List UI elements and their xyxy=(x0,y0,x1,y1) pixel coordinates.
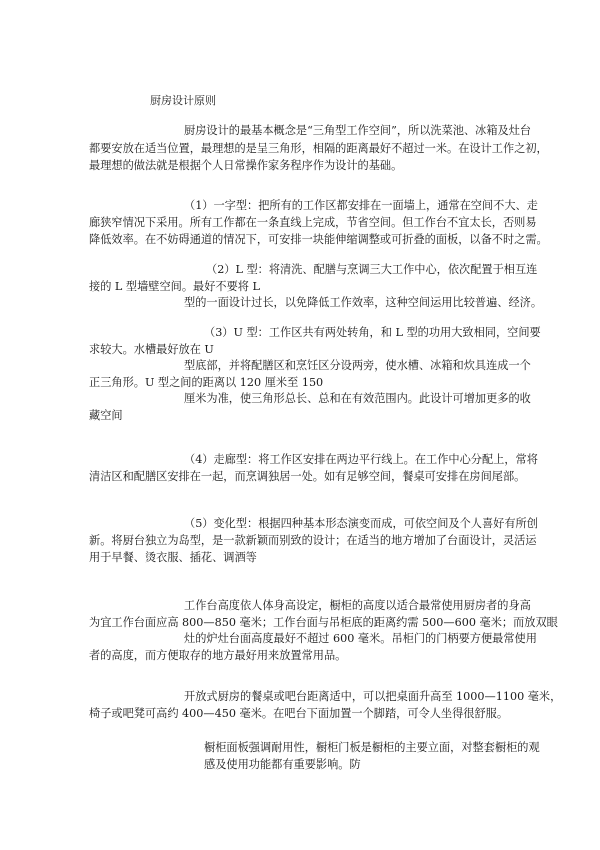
text-line: （1）一字型：把所有的工作区都安排在一面墙上，通常在空间不大、走 xyxy=(184,199,538,212)
text-line: 开放式厨房的餐桌或吧台距离适中，可以把桌面升高至 1000—1100 毫米， xyxy=(184,690,562,703)
text-line: （2）L 型：将清洗、配膳与烹调三大工作中心，依次配置于相互连 xyxy=(206,263,538,276)
text-line: 最理想的做法就是根据个人日常操作家务程序作为设计的基础。 xyxy=(89,159,403,172)
text-line: 型的一面设计过长，以免降低工作效率，这种空间运用比较普遍、经济。 xyxy=(184,296,543,309)
text-line: 橱柜面板强调耐用性，橱柜门板是橱柜的主要立面，对整套橱柜的观 xyxy=(204,741,540,754)
text-line: （5）变化型：根据四种基本形态演变而成，可依空间及个人喜好有所创 xyxy=(184,517,538,530)
text-line: 为宜工作台面应高 800—850 毫米；工作台面与吊柜底的距离约需 500—600 毫米；而放双眼 xyxy=(89,616,558,629)
text-line: 厨房设计的最基本概念是“三角型工作空间”，所以洗菜池、冰箱及灶台 xyxy=(184,124,532,137)
text-line: 感及使用功能都有重要影响。防 xyxy=(204,758,361,771)
text-line: （3）U 型：工作区共有两处转角，和 L 型的功用大致相同，空间要 xyxy=(204,326,541,339)
text-line: 用于早餐、烫衣服、插花、调酒等 xyxy=(89,551,257,564)
text-line: 廊狭窄情况下采用。所有工作都在一条直线上完成，节省空间。但工作台不宜太长，否则易 xyxy=(89,216,537,229)
text-line: 正三角形。U 型之间的距离以 120 厘米至 150 xyxy=(89,376,324,389)
text-line: 者的高度，而方便取存的地方最好用来放置常用品。 xyxy=(89,649,347,662)
text-line: 型底部，并将配膳区和烹饪区分设两旁，使水槽、冰箱和炊具连成一个 xyxy=(184,359,531,372)
text-line: 工作台高度依人体身高设定，橱柜的高度以适合最常使用厨房者的身高 xyxy=(184,599,531,612)
text-line: 椅子或吧凳可高约 400—450 毫米。在吧台下面加置一个脚踏，可令人坐得很舒服。 xyxy=(89,707,509,720)
text-line: （4）走廊型：将工作区安排在两边平行线上。在工作中心分配上，常将 xyxy=(184,453,538,466)
text-line: 降低效率。在不妨碍通道的情况下，可安排一块能伸缩调整或可折叠的面板，以备不时之需。 xyxy=(89,233,548,246)
text-line: 厘米为准，使三角形总长、总和在有效范围内。此设计可增加更多的收 xyxy=(184,392,531,405)
page-title: 厨房设计原则 xyxy=(150,94,216,107)
text-line: 求较大。水槽最好放在 U xyxy=(89,343,214,356)
text-line: 接的 L 型墙壁空间。最好不要将 L xyxy=(89,280,260,293)
text-line: 灶的炉灶台面高度最好不超过 600 毫米。吊柜门的门柄要方便最常使用 xyxy=(184,632,537,645)
text-line: 新。将厨台独立为岛型，是一款新颖而别致的设计；在适当的地方增加了台面设计，灵活运 xyxy=(89,534,537,547)
text-line: 藏空间 xyxy=(89,409,123,422)
text-line: 都要安放在适当位置，最理想的是呈三角形，相隔的距离最好不超过一米。在设计工作之初， xyxy=(89,142,548,155)
text-line: 清洁区和配膳区安排在一起，而烹调独居一处。如有足够空间，餐桌可安排在房间尾部。 xyxy=(89,470,526,483)
